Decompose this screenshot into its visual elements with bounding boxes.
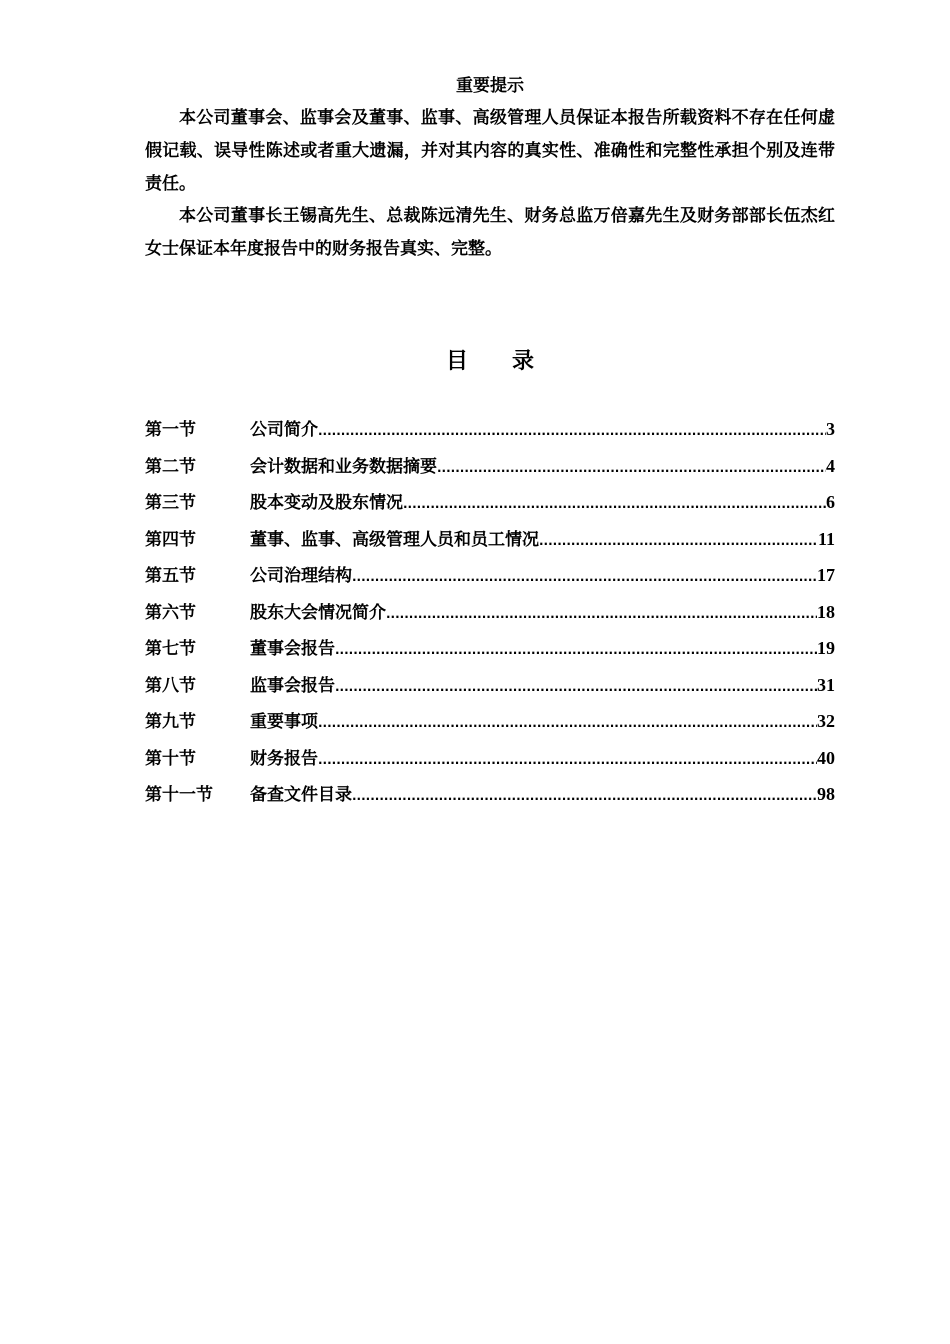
toc-page-number: 4 [826, 455, 835, 476]
toc-page-number: 11 [817, 528, 835, 549]
toc-entry[interactable] [145, 487, 835, 524]
toc-section-name: 股东大会情况简介 [250, 602, 386, 623]
toc-leader-dots [318, 416, 826, 446]
toc-section-number: 第八节 [145, 675, 196, 696]
toc-section-name: 财务报告 [250, 748, 318, 769]
toc-section-number: 第六节 [145, 602, 196, 623]
toc-section-number: 第三节 [145, 493, 196, 513]
toc-entry[interactable] [145, 451, 835, 488]
toc-section-name: 董事会报告 [250, 639, 335, 659]
toc-entry[interactable] [145, 560, 835, 597]
toc-section-number: 第一节 [145, 420, 196, 440]
toc-section-number: 第五节 [145, 566, 196, 586]
toc-entry[interactable] [145, 743, 835, 780]
toc-section-number: 第十节 [145, 748, 196, 769]
toc-entry[interactable] [145, 670, 835, 707]
toc-page-number: 19 [817, 638, 835, 658]
toc-page-number: 31 [817, 674, 835, 695]
toc-section-name: 股本变动及股东情况 [250, 493, 403, 513]
toc-section-name: 备查文件目录 [250, 785, 352, 805]
toc-entry[interactable] [145, 633, 835, 670]
toc-leader-dots [403, 489, 826, 519]
toc-title: 目录 [445, 349, 578, 374]
toc-section-name: 会计数据和业务数据摘要 [250, 456, 437, 477]
toc-leader-dots [335, 672, 817, 702]
toc-section-name: 董事、监事、高级管理人员和员工情况 [250, 529, 539, 550]
toc-entry[interactable] [145, 524, 835, 561]
toc-leader-dots [437, 453, 826, 483]
toc-page-number: 40 [817, 747, 835, 768]
toc-section-number: 第九节 [145, 712, 196, 732]
toc-section-number: 第七节 [145, 639, 196, 659]
toc-page-number: 17 [817, 565, 835, 585]
toc-leader-dots [335, 635, 817, 665]
notice-title: 重要提示 [456, 76, 524, 96]
toc-leader-dots [352, 562, 817, 592]
table-of-contents [145, 414, 835, 816]
toc-section-number: 第十一节 [145, 785, 213, 805]
toc-page-number: 32 [817, 711, 835, 731]
toc-page-number: 6 [826, 492, 835, 512]
toc-section-name: 重要事项 [250, 712, 318, 732]
notice-paragraph-1: 本公司董事会、监事会及董事、监事、高级管理人员保证本报告所载资料不存在任何虚假记载、误导性陈述或者重大遗漏，并对其内容的真实性、准确性和完整性承担个别及连带责任。 [145, 108, 835, 194]
notice-paragraph-2: 本公司董事长王锡高先生、总裁陈远清先生、财务总监万倍嘉先生及财务部部长伍杰红女士保证本年度报告中的财务报告真实、完整。 [145, 206, 835, 259]
toc-section-name: 公司简介 [250, 420, 318, 440]
toc-leader-dots [386, 599, 817, 629]
toc-leader-dots [318, 708, 817, 738]
toc-leader-dots [539, 526, 818, 556]
toc-section-number: 第四节 [145, 529, 196, 550]
toc-page-number: 18 [817, 601, 835, 622]
toc-entry[interactable] [145, 414, 835, 451]
toc-page-number: 98 [817, 784, 835, 804]
toc-entry[interactable] [145, 706, 835, 743]
toc-section-name: 公司治理结构 [250, 566, 352, 586]
toc-entry[interactable] [145, 779, 835, 816]
toc-section-number: 第二节 [145, 456, 196, 477]
toc-entry[interactable] [145, 597, 835, 634]
toc-leader-dots [318, 745, 817, 775]
toc-page-number: 3 [826, 419, 835, 439]
toc-leader-dots [352, 781, 817, 811]
toc-section-name: 监事会报告 [250, 675, 335, 696]
